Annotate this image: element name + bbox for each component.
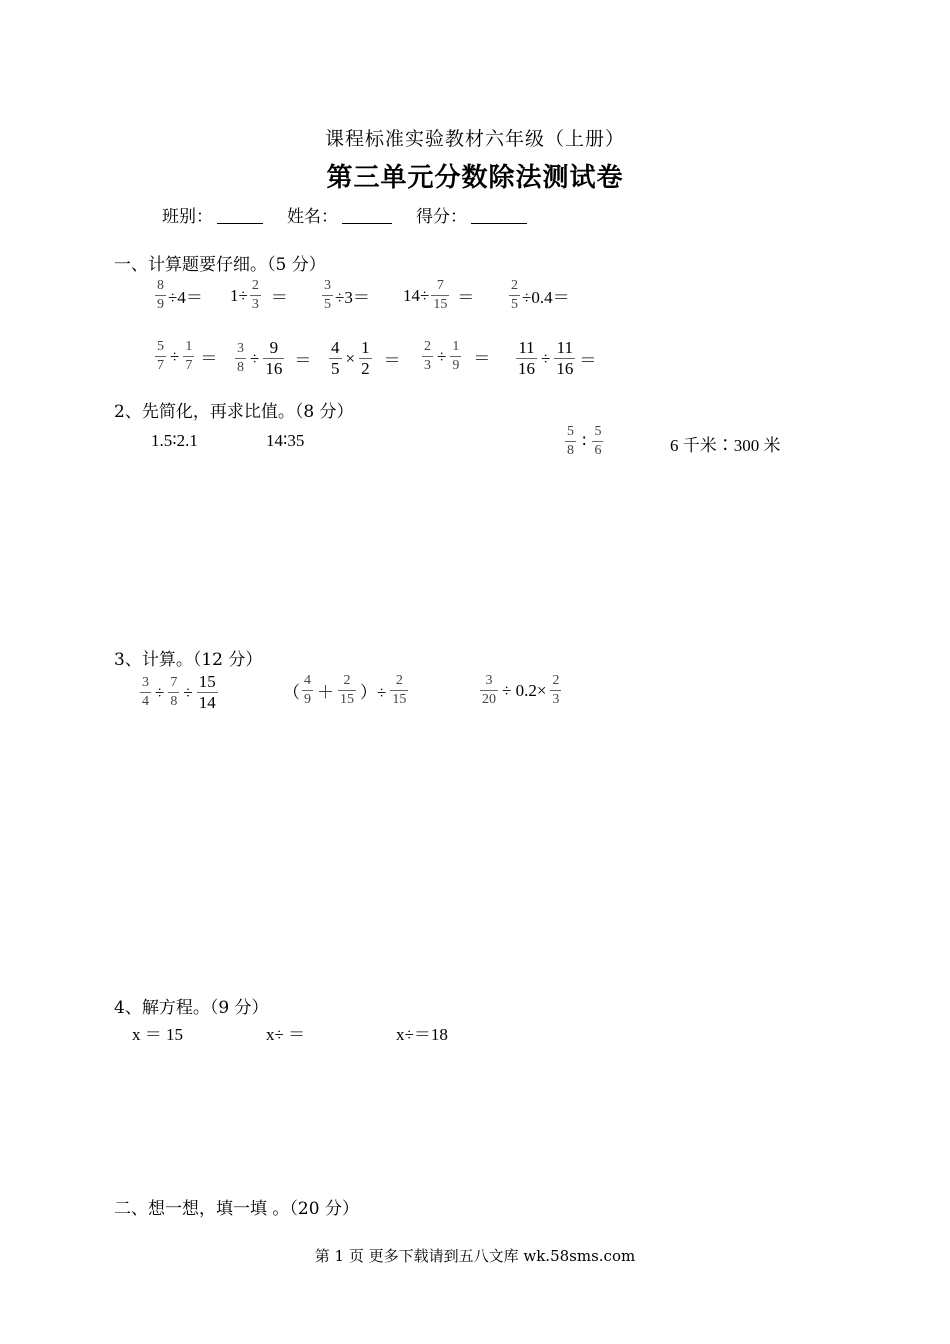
s1-r2-expr-1: $\frac{5}{7}$ ÷ $\frac{1}{7}$ ＝ — [157, 339, 218, 373]
fraction: $\frac{3}{4}$ — [142, 675, 149, 709]
section-3-heading: 3、计算。（12 分） — [114, 650, 263, 670]
exam-title: 第三单元分数除法测试卷 — [326, 163, 624, 193]
fraction: $\frac{11}{16}$ — [556, 338, 574, 378]
fraction: $\frac{8}{9}$ — [157, 278, 164, 312]
name-label: 姓名： — [287, 207, 338, 227]
fraction: $\frac{4}{9}$ — [304, 673, 311, 707]
name-blank — [342, 207, 392, 224]
fraction: $\frac{5}{6}$ — [594, 424, 602, 458]
s2-ratio-3: $\frac{5}{8}$ ∶ $\frac{5}{6}$ — [567, 424, 602, 458]
fraction: $\frac{2}{3}$ — [552, 673, 560, 707]
s4-equation-2: x÷ ＝ — [266, 1025, 306, 1044]
s2-ratio-1: 1.5∶2.1 — [151, 431, 198, 450]
fraction: $\frac{7}{8}$ — [170, 675, 178, 709]
s1-r2-expr-4: $\frac{2}{3}$ ÷ $\frac{1}{9}$ ＝ — [424, 339, 491, 373]
score-label: 得分： — [416, 207, 467, 227]
s3-expr-2: （ $\frac{4}{9}$ ＋ $\frac{2}{15}$ ）÷ $\frac{2}{15}$ — [283, 673, 407, 707]
fraction: $\frac{1}{9}$ — [452, 339, 460, 373]
fraction: $\frac{9}{16}$ — [265, 338, 283, 378]
fraction: $\frac{3}{20}$ — [482, 673, 496, 707]
fraction: $\frac{5}{8}$ — [567, 424, 574, 458]
s2-ratio-2: 14∶35 — [266, 431, 305, 450]
s1-r1-expr-3: $\frac{3}{5}$ ÷3＝ — [324, 278, 370, 312]
s2-ratio-4: 6 千米∶300 米 — [670, 436, 781, 455]
fraction: $\frac{2}{3}$ — [424, 339, 431, 373]
section-4-heading: 4、解方程。（9 分） — [114, 998, 269, 1018]
s1-r2-expr-3: $\frac{4}{5}$ × $\frac{1}{2}$ ＝ — [331, 338, 401, 378]
fraction: $\frac{1}{7}$ — [185, 339, 193, 373]
s3-expr-1: $\frac{3}{4}$ ÷ $\frac{7}{8}$ ÷ $\frac{15}{14}$ — [142, 672, 216, 712]
class-blank — [217, 207, 263, 224]
s1-r1-expr-4: 14÷ $\frac{7}{15}$ ＝ — [403, 278, 475, 312]
s4-equation-3: x÷＝18 — [396, 1025, 448, 1044]
s1-r2-expr-2: $\frac{3}{8}$ ÷ $\frac{9}{16}$ ＝ — [237, 338, 312, 378]
s1-r1-expr-1: $\frac{8}{9}$ ÷4＝ — [157, 278, 203, 312]
page-footer: 第 1 页 更多下载请到五八文库 wk.58sms.com — [314, 1247, 636, 1265]
part-2-heading: 二、想一想，填一填 。（20 分） — [114, 1199, 359, 1219]
fraction: $\frac{11}{16}$ — [518, 338, 535, 378]
fraction: $\frac{2}{15}$ — [392, 673, 407, 707]
s3-expr-3: $\frac{3}{20}$ ÷ 0.2× $\frac{2}{3}$ — [482, 673, 560, 707]
name-field — [287, 202, 392, 227]
score-blank — [471, 207, 527, 224]
section-2-heading: 2、先简化，再求比值。（8 分） — [114, 402, 354, 422]
s1-r1-expr-2: 1÷ $\frac{2}{3}$ ＝ — [230, 278, 288, 312]
exam-subtitle: 课程标准实验教材六年级（上册） — [324, 128, 625, 150]
section-1-heading: 一、计算题要仔细。（5 分） — [114, 255, 326, 275]
s1-r1-expr-5: $\frac{2}{5}$ ÷0.4＝ — [511, 278, 570, 312]
fraction: $\frac{5}{7}$ — [157, 339, 164, 373]
fraction: $\frac{4}{5}$ — [331, 338, 340, 378]
fraction: $\frac{15}{14}$ — [198, 672, 216, 712]
fraction: $\frac{1}{2}$ — [361, 338, 370, 378]
fraction: $\frac{7}{15}$ — [433, 278, 448, 312]
fraction: $\frac{2}{5}$ — [511, 278, 518, 312]
class-label: 班别： — [162, 207, 213, 227]
fraction: $\frac{3}{5}$ — [324, 278, 331, 312]
score-field — [416, 202, 527, 227]
class-field — [162, 202, 263, 227]
fraction: $\frac{2}{15}$ — [340, 673, 354, 707]
fraction: $\frac{2}{3}$ — [251, 278, 259, 312]
s4-equation-1: x ＝ 15 — [132, 1025, 183, 1044]
fraction: $\frac{3}{8}$ — [237, 341, 244, 375]
s1-r2-expr-5: $\frac{11}{16}$ ÷ $\frac{11}{16}$ ＝ — [518, 338, 597, 378]
